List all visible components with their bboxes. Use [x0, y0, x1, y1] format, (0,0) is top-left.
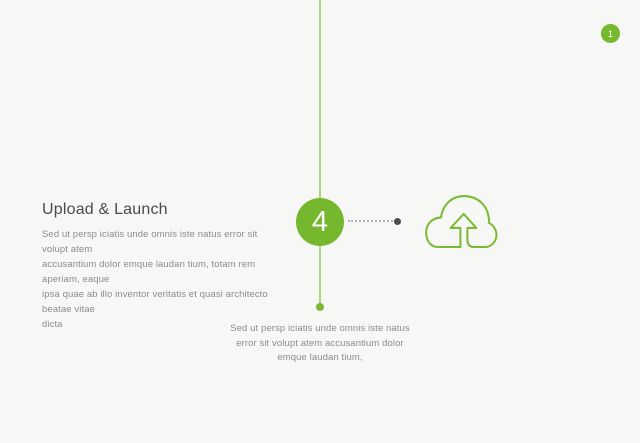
step-caption: [220, 322, 420, 366]
page-number-badge[interactable]: [601, 24, 620, 43]
connector-end-dot: [394, 218, 401, 225]
step-description-line: Sed ut persp iciatis unde omnis iste natus error sit volupt atem: [42, 229, 258, 255]
step-title: Upload & Launch: [42, 201, 168, 218]
timeline-line: [319, 0, 321, 304]
timeline-end-dot: [316, 303, 324, 311]
step-number-circle: [296, 198, 344, 246]
connector-dotted-line: [348, 220, 396, 222]
step-caption-line: error sit volupt atem accusantium dolor: [236, 337, 404, 349]
step-description-line: ipsa quae ab illo inventor veritatis et quasi architecto beatae vitae: [42, 289, 268, 315]
step-description-line: dicta: [42, 319, 63, 330]
step-text-block: [42, 201, 274, 332]
step-caption-line: Sed ut persp iciatis unde omnis iste natus: [230, 323, 410, 334]
cloud-upload-icon: [419, 184, 501, 254]
page-number-label: 1: [607, 28, 613, 39]
step-description-line: accusantium dolor emque laudan tium, totam rem aperiam, eaque: [42, 259, 256, 285]
step-number-label: 4: [311, 205, 329, 238]
step-caption-line: emque laudan tium,: [277, 352, 363, 363]
step-description: [42, 227, 274, 332]
